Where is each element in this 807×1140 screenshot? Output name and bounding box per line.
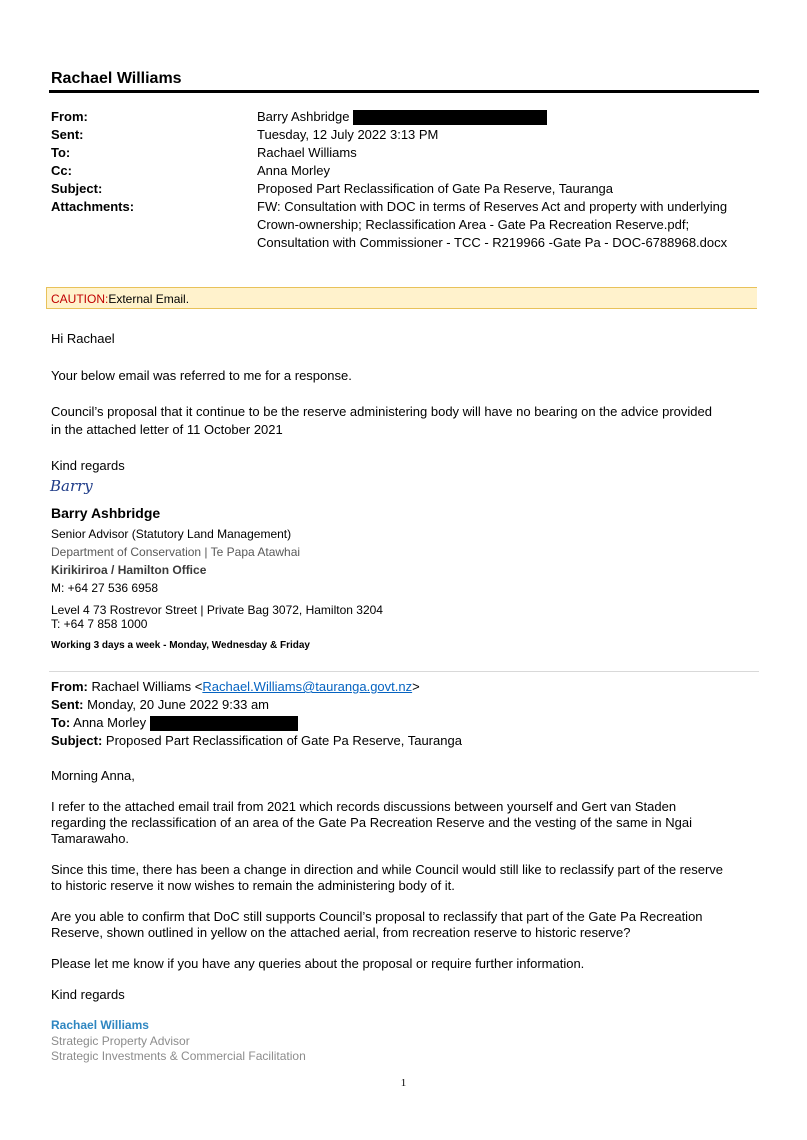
body2-line: Are you able to confirm that DoC still supports Council’s proposal to reclassify that part of the Gate Pa Recreation — [51, 909, 703, 924]
fw-from-close: > — [412, 679, 420, 694]
document-title: Rachael Williams — [51, 70, 182, 87]
attachment-line[interactable]: Consultation with Commissioner - TCC - R219966 -Gate Pa - DOC-6788968.docx — [257, 235, 728, 250]
body2-line: Tamarawaho. — [51, 831, 130, 846]
to-label: To: — [51, 145, 71, 160]
forwarded-to-row — [51, 714, 298, 732]
from-value: Barry Ashbridge — [257, 108, 762, 126]
separator-rule — [49, 671, 759, 672]
working-days-note: Working 3 days a week - Monday, Wednesday & Friday — [51, 640, 310, 651]
body-paragraph: Your below email was referred to me for a response. — [51, 368, 352, 383]
fw-subject-label: Subject: — [51, 733, 103, 748]
attachments-label: Attachments: — [51, 199, 135, 214]
body2-line: Reserve, shown outlined in yellow on the attached aerial, from recreation reserve to historic reserve? — [51, 925, 631, 940]
forwarded-from-row — [51, 678, 420, 696]
body-paragraph-line: Council’s proposal that it continue to be the reserve administering body will have no bearing on the advice provided — [51, 404, 712, 419]
cc-value: Anna Morley — [257, 163, 330, 178]
signature-mobile: M: +64 27 536 6958 — [51, 581, 159, 595]
fw-sent-value: Monday, 20 June 2022 9:33 am — [87, 697, 270, 712]
title-rule — [49, 90, 759, 93]
forwarded-sent-row — [51, 696, 269, 714]
body2-line: Please let me know if you have any queries about the proposal or require further information. — [51, 956, 585, 971]
from-label: From: — [51, 109, 88, 124]
caution-label: CAUTION: — [51, 292, 109, 306]
cc-label: Cc: — [51, 163, 72, 178]
caution-text: External Email. — [108, 292, 190, 306]
to-value: Rachael Williams — [257, 145, 357, 160]
sent-value: Tuesday, 12 July 2022 3:13 PM — [257, 127, 439, 142]
subject-value: Proposed Part Reclassification of Gate Pa Reserve, Tauranga — [257, 181, 614, 196]
redaction-box — [150, 716, 298, 731]
greeting: Hi Rachael — [51, 331, 115, 346]
closing-2: Kind regards — [51, 987, 125, 1002]
signature-office: Kirikiriroa / Hamilton Office — [51, 563, 207, 577]
signature2-name: Rachael Williams — [51, 1018, 149, 1032]
fw-from-name: Rachael Williams < — [91, 679, 203, 694]
fw-to-value: Anna Morley — [73, 715, 147, 730]
signature2-title: Strategic Property Advisor — [51, 1034, 190, 1048]
attachment-line[interactable]: Crown-ownership; Reclassification Area - Gate Pa Recreation Reserve.pdf; — [257, 217, 690, 232]
page-number: 1 — [400, 1077, 407, 1089]
fw-sent-label: Sent: — [51, 697, 84, 712]
body-paragraph-line: in the attached letter of 11 October 2021 — [51, 422, 283, 437]
handwritten-signature: Barry — [50, 477, 93, 495]
body2-line: regarding the reclassification of an area of the Gate Pa Recreation Reserve and the vesting of the same in Ngai — [51, 815, 692, 830]
body2-line: Since this time, there has been a change in direction and while Council would still like to reclassify part of the reserve — [51, 862, 724, 877]
signature2-dept: Strategic Investments & Commercial Facilitation — [51, 1049, 306, 1063]
fw-subject-value: Proposed Part Reclassification of Gate Pa Reserve, Tauranga — [105, 733, 462, 748]
body2-line: to historic reserve it now wishes to remain the administering body of it. — [51, 878, 455, 893]
fw-from-label: From: — [51, 679, 88, 694]
redaction-box — [353, 110, 547, 125]
forwarded-subject-row — [51, 732, 462, 750]
attachment-line[interactable]: FW: Consultation with DOC in terms of Reserves Act and property with underlying — [257, 199, 728, 214]
closing: Kind regards — [51, 458, 125, 473]
greeting-2: Morning Anna, — [51, 768, 135, 783]
signature-title: Senior Advisor (Statutory Land Management) — [51, 527, 292, 541]
email-link[interactable]: Rachael.Williams@tauranga.govt.nz — [202, 679, 413, 694]
signature-name: Barry Ashbridge — [51, 505, 161, 521]
subject-label: Subject: — [51, 181, 103, 196]
fw-to-label: To: — [51, 715, 71, 730]
signature-phone: T: +64 7 858 1000 — [51, 617, 148, 631]
signature-org: Department of Conservation | Te Papa Atawhai — [51, 545, 301, 559]
caution-banner — [46, 287, 757, 309]
body2-line: I refer to the attached email trail from 2021 which records discussions between yourself and Gert van Staden — [51, 799, 677, 814]
sent-label: Sent: — [51, 127, 84, 142]
signature-address: Level 4 73 Rostrevor Street | Private Bag 3072, Hamilton 3204 — [51, 603, 383, 617]
